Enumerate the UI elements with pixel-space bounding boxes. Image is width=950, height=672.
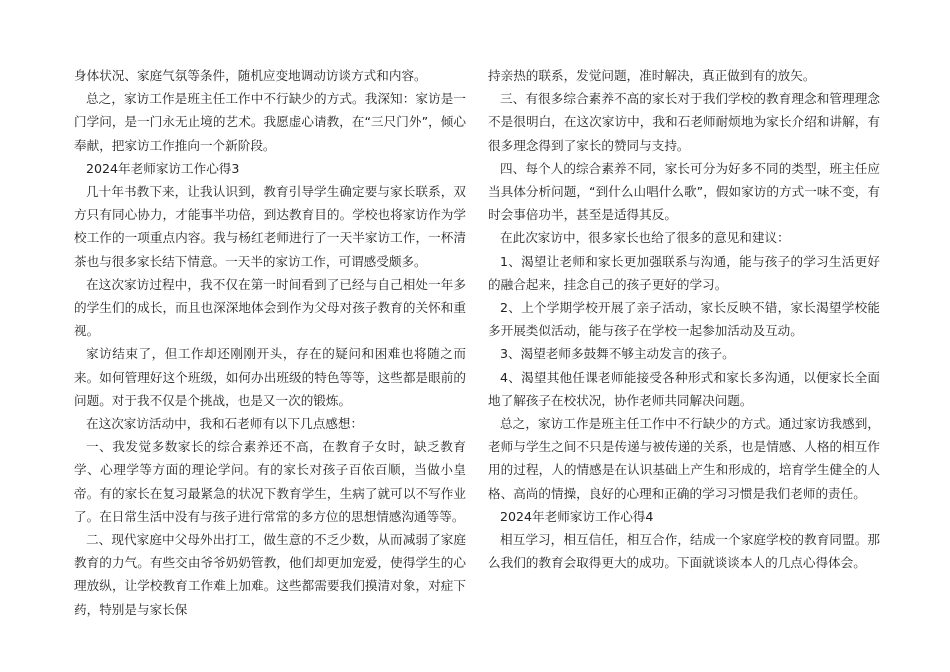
- paragraph: 总之，家访工作是班主任工作中不行缺少的方式。我深知：家访是一门学问，是一门永无止境的艺术。我愿虚心请教，在“三尺门外”，倾心奉献，把家访工作推向一个新阶段。: [74, 91, 466, 153]
- list-item: 3、渴望老师多鼓舞不够主动发言的孩子。: [500, 346, 735, 362]
- left-column: [74, 64, 466, 621]
- paragraph: 在这次家访过程中，我不仅在第一时间看到了已经与自己相处一年多的学生们的成长，而且也深深地体会到作为父母对孩子教育的关怀和重视。: [74, 276, 466, 339]
- list-item: 4、渴望其他任课老师能接受各种形式和家长多沟通，以便家长全面地了解孩子在校状况，协作老师共同解决问题。: [488, 369, 880, 408]
- paragraph: 相互学习，相互信任，相互合作，结成一个家庭学校的教育同盟。那么我们的教育会取得更大的成功。下面就谈谈本人的几点心得体会。: [488, 532, 880, 571]
- paragraph: 在此次家访中，很多家长也给了很多的意见和建议：: [500, 230, 790, 246]
- paragraph: 身体状况、家庭气氛等条件，随机应变地调动访谈方式和内容。: [74, 68, 427, 83]
- list-item: 1、渴望让老师和家长更加强联系与沟通，能与孩子的学习生活更好的融合起来，挂念自己的孩子更好的学习。: [488, 253, 880, 292]
- paragraph: 三、有很多综合素养不高的家长对于我们学校的教育理念和管理理念不是很明白，在这次家访中，我和石老师耐烦地为家长介绍和讲解，有很多理念得到了家长的赞同与支持。: [488, 91, 880, 153]
- paragraph: 在这次家访活动中，我和石老师有以下几点感想：: [86, 416, 364, 432]
- section-heading: 2024年老师家访工作心得3: [86, 160, 240, 176]
- paragraph: 四、每个人的综合素养不同，家长可分为好多不同的类型，班主任应当具体分析问题，“到什么山唱什么歌”，假如家访的方式一味不变，有时会事倍功半，甚至是适得其反。: [488, 160, 880, 223]
- paragraph: 总之，家访工作是班主任工作中不行缺少的方式。通过家访我感到，老师与学生之间不只是传递与被传递的关系，也是情感、人格的相互作用的过程，人的情感是在认识基础上产生和形成的，培育学生健全的人格、高尚的情操，良好的心理和正确的学习习惯是我们老师的责任。: [488, 416, 880, 501]
- paragraph: 一、我发觉多数家长的综合素养还不高，在教育子女时，缺乏教育学、心理学等方面的理论学问。有的家长对孩子百依百顺，当做小皇帝。有的家长在复习最紧急的状况下教育学生，生病了就可以不写作业了。在日常生活中没有与孩子进行常常的多方位的思想情感沟通等等。: [74, 439, 466, 524]
- section-heading: 2024年老师家访工作心得4: [500, 508, 654, 524]
- right-column: [488, 64, 880, 574]
- list-item: 2、上个学期学校开展了亲子活动，家长反映不错，家长渴望学校能多开展类似活动，能与孩子在学校一起参加活动及互动。: [488, 300, 880, 339]
- paragraph: 持亲热的联系，发觉问题，准时解决，真正做到有的放矢。: [488, 68, 816, 83]
- paragraph: 二、现代家庭中父母外出打工，做生意的不乏少数，从而减弱了家庭教育的力气。有些交由爷爷奶奶管教，他们却更加宠爱，使得学生的心理放纵，让学校教育工作难上加难。这些都需要我们摸清对象，对症下药，特别是与家长保: [74, 532, 466, 617]
- paragraph: 几十年书教下来，让我认识到，教育引导学生确定要与家长联系，双方只有同心协力，才能事半功倍，到达教育目的。学校也将家访作为学校工作的一项重点内容。我与杨红老师进行了一天半家访工作，一杯清茶也与很多家长结下情意。一天半的家访工作，可谓感受颇多。: [74, 184, 466, 269]
- paragraph: 家访结束了，但工作却还刚刚开头，存在的疑问和困难也将随之而来。如何管理好这个班级，如何办出班级的特色等等，这些都是眼前的问题。对于我不仅是个挑战，也是又一次的锻炼。: [74, 346, 466, 408]
